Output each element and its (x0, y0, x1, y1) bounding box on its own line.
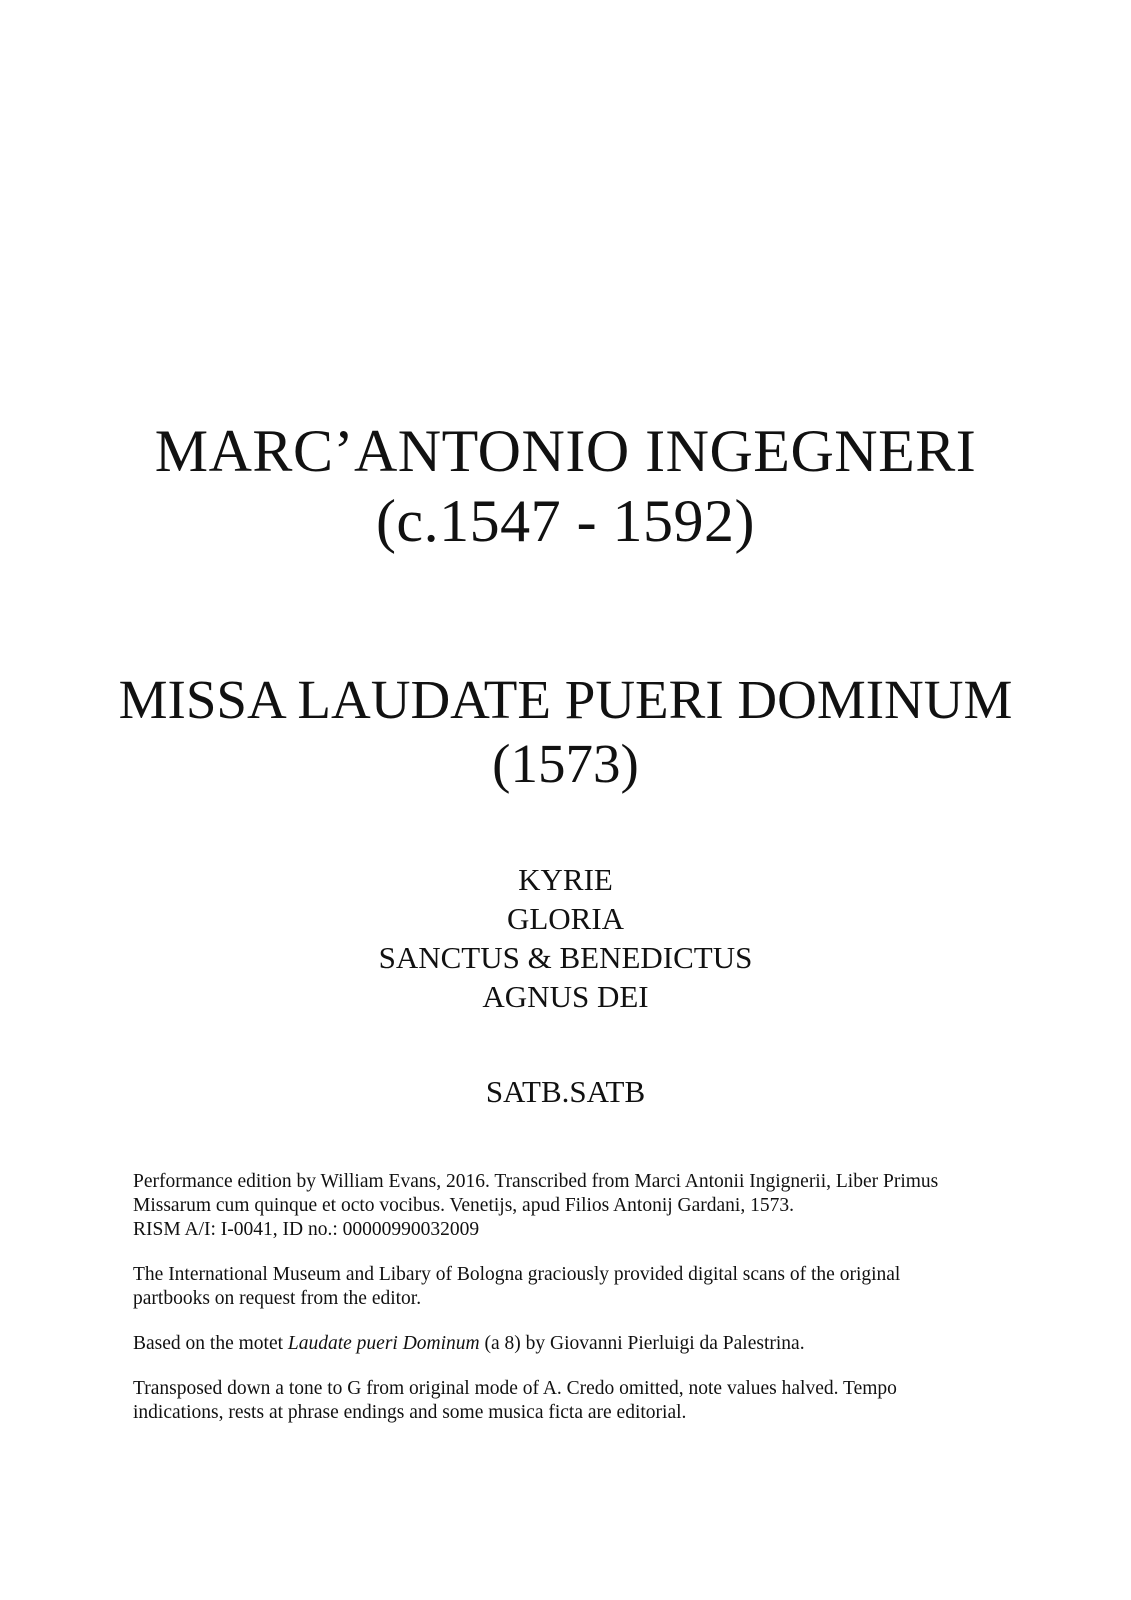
movement-item: AGNUS DEI (482, 979, 649, 1014)
edition-notes (133, 1170, 1073, 1425)
composer-heading (0, 416, 1131, 556)
mass-title: MISSA LAUDATE PUERI DOMINUM (118, 669, 1013, 730)
acknowledgement-line: The International Museum and Libary of Bologna graciously provided digital scans of the original (133, 1264, 901, 1285)
edition-line: Missarum cum quinque et octo vocibus. Venetijs, apud Filios Antonij Gardani, 1573. (133, 1195, 794, 1216)
movement-item: KYRIE (518, 862, 613, 897)
mass-heading (0, 668, 1131, 796)
source-prefix: Based on the motet (133, 1333, 288, 1354)
source-suffix: (a 8) by Giovanni Pierluigi da Palestrina. (479, 1333, 805, 1354)
source-paragraph (133, 1332, 1073, 1356)
acknowledgement-line: partbooks on request from the editor. (133, 1288, 422, 1309)
voicing: SATB.SATB (485, 1074, 646, 1109)
rism-line: RISM A/I: I-0041, ID no.: 00000990032009 (133, 1219, 480, 1240)
editorial-line: indications, rests at phrase endings and some musica ficta are editorial. (133, 1402, 687, 1423)
edition-paragraph (133, 1170, 1073, 1242)
edition-line: Performance edition by William Evans, 2016. Transcribed from Marci Antonii Ingignerii, Liber Primus (133, 1171, 939, 1192)
composer-dates: (c.1547 - 1592) (375, 488, 756, 554)
editorial-paragraph (133, 1377, 1073, 1425)
editorial-line: Transposed down a tone to G from original mode of A. Credo omitted, note values halved. Tempo (133, 1378, 897, 1399)
movement-item: GLORIA (506, 901, 625, 936)
motet-title: Laudate pueri Dominum (287, 1333, 480, 1354)
mass-year: (1573) (492, 733, 639, 794)
composer-name: MARC’ANTONIO INGEGNERI (154, 418, 977, 484)
source-line (133, 1332, 1073, 1356)
movement-item: SANCTUS & BENEDICTUS (378, 940, 753, 975)
movement-list (0, 860, 1131, 1016)
acknowledgement-paragraph (133, 1263, 1073, 1311)
